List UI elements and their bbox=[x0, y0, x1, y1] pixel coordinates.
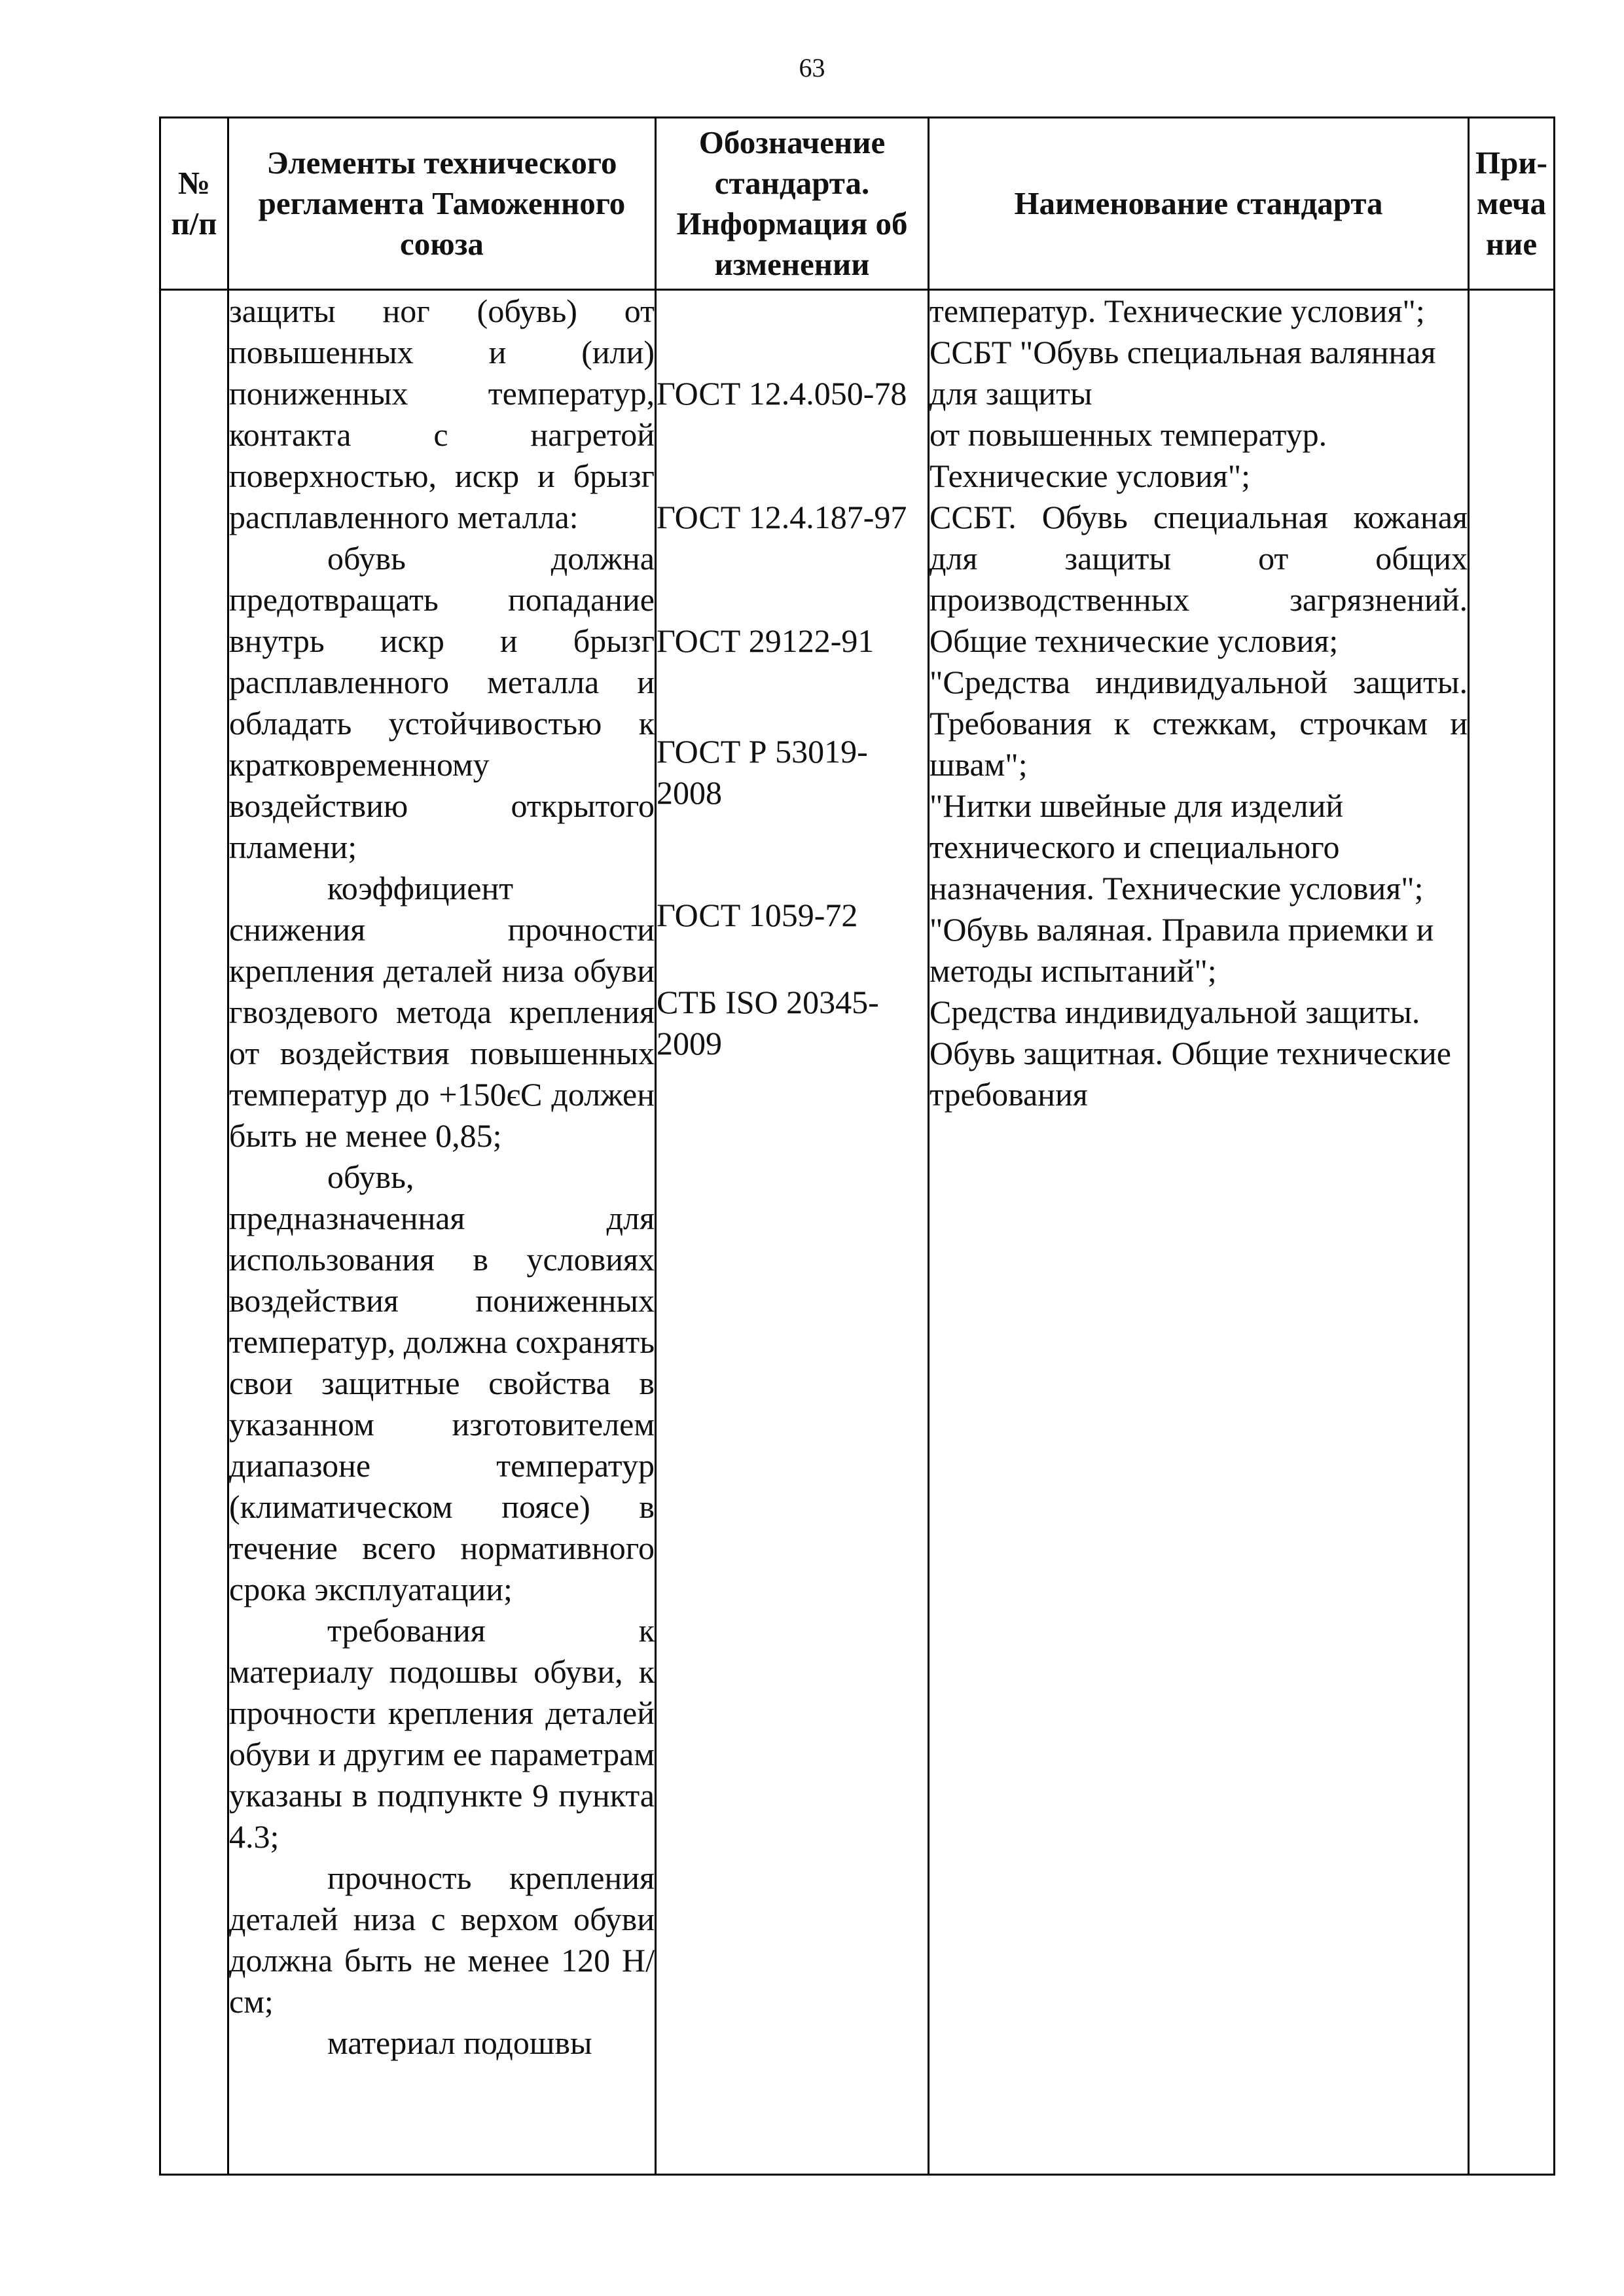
gost-designation: ГОСТ 1059-72 bbox=[657, 897, 858, 933]
header-note: При- меча ние bbox=[1469, 118, 1555, 290]
header-elements: Элементы технического регламента Таможенного союза bbox=[228, 118, 656, 290]
standard-name: "Обувь валяная. Правила приемки и методы испытаний"; bbox=[929, 911, 1434, 989]
elements-paragraph: коэффициент снижения прочности крепления деталей низа обуви гвоздевого метода крепления от воздействия повышенных температур до +150єС должен быть не менее 0,85; bbox=[229, 870, 655, 1154]
gost-designation: ГОСТ 12.4.187-97 bbox=[657, 499, 907, 535]
standard-name: ССБТ. Обувь специальная кожаная для защиты от общих производственных загрязнений. Общие технические условия; bbox=[929, 499, 1468, 659]
standards-table bbox=[159, 117, 1555, 2176]
page-number: 63 bbox=[799, 53, 825, 82]
table-header-row bbox=[160, 118, 1555, 290]
num-cell bbox=[160, 290, 228, 2175]
elements-paragraph: защиты ног (обувь) от повышенных и (или) пониженных температур, контакта с нагретой поверхностью, искр и брызг расплавленного металла: bbox=[229, 293, 655, 535]
elements-cell bbox=[228, 290, 656, 2175]
elements-paragraph: требования к материалу подошвы обуви, к прочности крепления деталей обуви и другим ее параметрам указаны в подпункте 9 пункта 4.3; bbox=[229, 1612, 655, 1855]
elements-paragraph: обувь должна предотвращать попадание внутрь искр и брызг расплавленного металла и обладать устойчивостью к кратковременному воздействию открытого пламени; bbox=[229, 540, 655, 865]
table-row bbox=[160, 290, 1555, 2175]
gost-designation: ГОСТ 12.4.050-78 bbox=[657, 375, 907, 412]
elements-paragraph: прочность крепления деталей низа с верхом обуви должна быть не менее 120 Н/см; bbox=[229, 1859, 655, 2020]
header-designation: Обозначение стандарта. Информация об изменении bbox=[656, 118, 929, 290]
gost-designation: ГОСТ 29122-91 bbox=[657, 622, 875, 659]
elements-paragraph: материал подошвы bbox=[327, 2024, 592, 2061]
designation-cell bbox=[656, 290, 929, 2175]
header-num: № п/п bbox=[160, 118, 228, 290]
standard-name: Средства индивидуальной защиты. Обувь защитная. Общие технические требования bbox=[929, 994, 1451, 1113]
gost-designation: СТБ ISO 20345-2009 bbox=[657, 984, 879, 1062]
header-name: Наименование стандарта bbox=[929, 118, 1469, 290]
standard-name: температур. Технические условия"; bbox=[929, 293, 1425, 329]
elements-paragraph: обувь, предназначенная для использования в условиях воздействия пониженных температур, должна сохранять свои защитные свойства в указанном изготовителем диапазоне температур (климатическом поясе) в течение всего нормативного срока эксплуатации; bbox=[229, 1158, 655, 1607]
standard-name: от повышенных температур. Технические условия"; bbox=[929, 416, 1327, 494]
standard-name: "Нитки швейные для изделий технического и специального назначения. Технические условия"; bbox=[929, 787, 1424, 906]
standard-name-cell bbox=[929, 290, 1469, 2175]
standard-name: "Средства индивидуальной защиты. Требования к стежкам, строчкам и швам"; bbox=[929, 664, 1468, 783]
note-cell bbox=[1469, 290, 1555, 2175]
gost-designation: ГОСТ Р 53019-2008 bbox=[657, 733, 868, 811]
standard-name: ССБТ "Обувь специальная валянная для защиты bbox=[929, 334, 1436, 412]
